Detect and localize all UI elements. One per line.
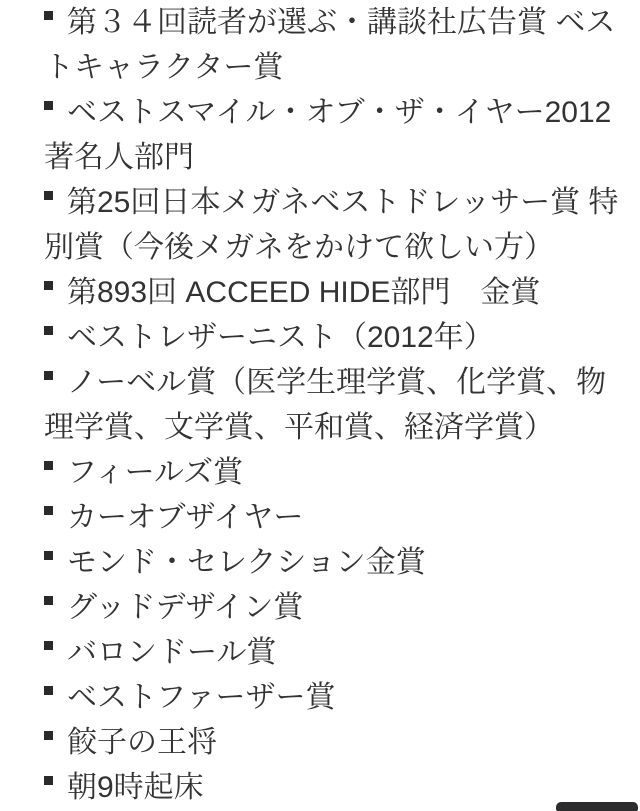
square-bullet-icon [44, 776, 53, 785]
list-item [44, 585, 628, 630]
list-item [44, 765, 628, 810]
list-item [44, 270, 628, 315]
list-item [44, 0, 628, 90]
award-text: ベストレザーニスト（2012年） [67, 321, 494, 354]
scrollbar-thumb[interactable] [556, 802, 638, 811]
award-text: グッドデザイン賞 [67, 591, 304, 624]
list-item [44, 630, 628, 675]
square-bullet-icon [44, 281, 53, 290]
award-text: モンド・セレクション金賞 [67, 546, 426, 579]
award-text: 第３４回読者が選ぶ・講談社広告賞 ベストキャラクター賞 [44, 6, 616, 84]
square-bullet-icon [44, 731, 53, 740]
square-bullet-icon [44, 641, 53, 650]
award-text: 朝9時起床 [67, 771, 204, 804]
award-text: フィールズ賞 [67, 456, 244, 489]
list-item [44, 720, 628, 765]
award-text: ベストファーザー賞 [67, 681, 336, 714]
list-item [44, 495, 628, 540]
square-bullet-icon [44, 551, 53, 560]
list-item [44, 540, 628, 585]
award-text: 第25回日本メガネベストドレッサー賞 特別賞（今後メガネをかけて欲しい方） [44, 186, 619, 264]
list-item [44, 180, 628, 270]
list-item [44, 450, 628, 495]
list-item [44, 90, 628, 180]
square-bullet-icon [44, 686, 53, 695]
award-text: バロンドール賞 [67, 636, 277, 669]
square-bullet-icon [44, 191, 53, 200]
square-bullet-icon [44, 11, 53, 20]
award-text: ノーベル賞（医学生理学賞、化学賞、物理学賞、文学賞、平和賞、経済学賞） [44, 366, 607, 444]
square-bullet-icon [44, 326, 53, 335]
list-item [44, 675, 628, 720]
square-bullet-icon [44, 596, 53, 605]
square-bullet-icon [44, 371, 53, 380]
award-text: ベストスマイル・オブ・ザ・イヤー2012 著名人部門 [44, 96, 612, 174]
award-text: カーオブザイヤー [67, 501, 304, 534]
square-bullet-icon [44, 461, 53, 470]
square-bullet-icon [44, 101, 53, 110]
list-item [44, 360, 628, 450]
award-text: 餃子の王将 [67, 726, 217, 759]
award-text: 第893回 ACCEED HIDE部門 金賞 [67, 276, 541, 309]
list-item [44, 315, 628, 360]
square-bullet-icon [44, 506, 53, 515]
